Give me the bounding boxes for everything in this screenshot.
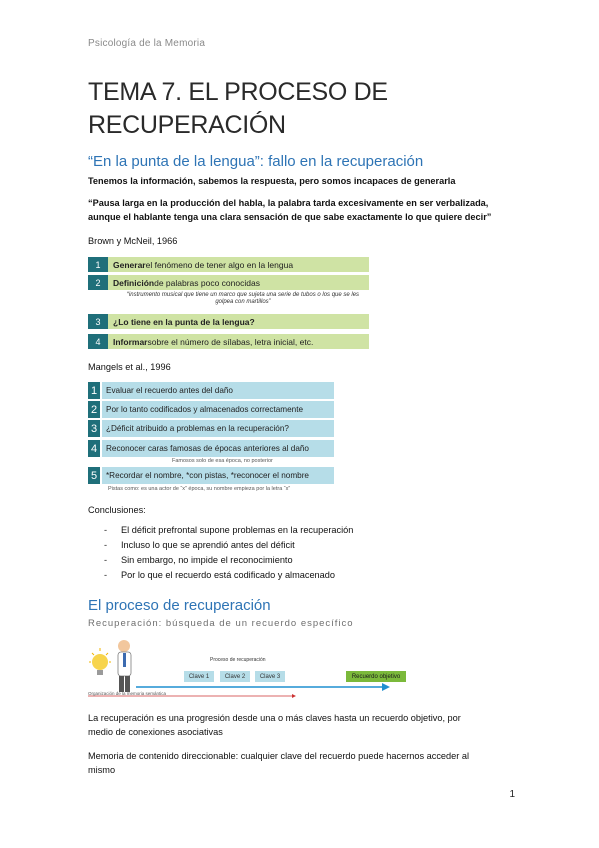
- clue-box: Clave 3: [255, 671, 285, 682]
- step-text: Definición de palabras poco conocidas: [108, 275, 369, 290]
- arrow-head: [382, 683, 390, 691]
- lightbulb-icon: [92, 654, 108, 670]
- bullet-dash: -: [104, 540, 108, 550]
- item-text: Evaluar el recuerdo antes del daño: [102, 382, 334, 399]
- paragraph-1-line-1: La recuperación es una progresión desde una o más claves hasta un recuerdo objetivo, por: [88, 713, 461, 723]
- item-number: 2: [88, 401, 100, 418]
- section-heading-tip-of-tongue: “En la punta de la lengua”: fallo en la recuperación: [88, 153, 424, 170]
- paragraph-1-line-2: medio de conexiones asociativas: [88, 727, 223, 737]
- intro-line: Tenemos la información, sabemos la respuesta, pero somos incapaces de generarla: [88, 176, 456, 186]
- item-text: *Recordar el nombre, *con pistas, *reconocer el nombre: [102, 467, 334, 484]
- page-title: TEMA 7. EL PROCESO DE RECUPERACIÓN: [88, 78, 388, 139]
- item-text: Por lo tanto codificados y almacenados correctamente: [102, 401, 334, 418]
- item-4-note: Famosos solo de esa época, no posterior: [172, 458, 273, 464]
- step-number: 1: [88, 257, 108, 272]
- step-number: 3: [88, 314, 108, 329]
- bullet-dash: -: [104, 570, 108, 580]
- person-tie: [123, 653, 126, 667]
- step-row: [88, 275, 369, 290]
- bullet-dash: -: [104, 555, 108, 565]
- mangels-item: [88, 440, 334, 457]
- item-number: 5: [88, 467, 100, 484]
- step-row: [88, 334, 369, 349]
- conclusion-item: Sin embargo, no impide el reconocimiento: [121, 555, 293, 565]
- clue-box: Clave 2: [220, 671, 250, 682]
- target-memory-box: Recuerdo objetivo: [346, 671, 406, 682]
- section-heading-retrieval: El proceso de recuperación: [88, 597, 271, 614]
- running-header: Psicología de la Memoria: [88, 38, 206, 49]
- semantic-organization-label: Organización de la memoria semántica: [88, 691, 167, 696]
- bullet-dash: -: [104, 525, 108, 535]
- page-number: 1: [509, 789, 515, 800]
- conclusions-label: Conclusiones:: [88, 505, 146, 515]
- mangels-item: [88, 401, 334, 418]
- item-5-note: Pistas como: es una actor de “x” época, su nombre empieza por la letra “x”: [108, 486, 291, 492]
- red-arrow-head: [292, 694, 296, 698]
- step-text: ¿Lo tiene en la punta de la lengua?: [108, 314, 369, 329]
- conclusion-item: El déficit prefrontal supone problemas en la recuperación: [121, 525, 354, 535]
- item-number: 4: [88, 440, 100, 457]
- person-leg: [125, 676, 130, 692]
- step-number: 2: [88, 275, 108, 290]
- item-number: 1: [88, 382, 100, 399]
- section-subheading: Recuperación: búsqueda de un recuerdo específico: [88, 618, 354, 629]
- step-2-note: “instrumento musical que tiene un marco que sujeta una serie de tubos o los que se les golpea con martillos”: [126, 292, 360, 305]
- quote-line-1: “Pausa larga en la producción del habla, la palabra tarda excesivamente en ser verbalizada,: [88, 198, 489, 208]
- paragraph-2-line-1: Memoria de contenido direccionable: cualquier clave del recuerdo puede hacernos acceder al: [88, 751, 470, 761]
- conclusion-item: Incluso lo que se aprendió antes del déficit: [121, 540, 295, 550]
- mangels-item: [88, 420, 334, 437]
- process-label: Proceso de recuperación: [210, 657, 266, 663]
- step-text: Generar el fenómeno de tener algo en la lengua: [108, 257, 369, 272]
- person-leg: [119, 676, 124, 692]
- mangels-item: [88, 467, 334, 484]
- mangels-item: [88, 382, 334, 399]
- citation-brown: Brown y McNeil, 1966: [88, 236, 178, 246]
- paragraph-2-line-2: mismo: [88, 765, 116, 775]
- step-number: 4: [88, 334, 108, 349]
- retrieval-diagram: [88, 636, 414, 700]
- quote-line-2: aunque el hablante tenga una clara sensación de que sabe exactamente lo que quiere decir”: [88, 212, 492, 222]
- person-head: [118, 640, 130, 652]
- item-number: 3: [88, 420, 100, 437]
- clue-box: Clave 1: [184, 671, 214, 682]
- step-row: [88, 257, 369, 272]
- citation-mangels: Mangels et al., 1996: [88, 362, 171, 372]
- item-text: Reconocer caras famosas de épocas anteriores al daño: [102, 440, 334, 457]
- step-text: Informar sobre el número de sílabas, letra inicial, etc.: [108, 334, 369, 349]
- item-text: ¿Déficit atribuido a problemas en la recuperación?: [102, 420, 334, 437]
- lightbulb-base: [97, 670, 103, 675]
- conclusion-item: Por lo que el recuerdo está codificado y almacenado: [121, 570, 335, 580]
- step-row: [88, 314, 369, 329]
